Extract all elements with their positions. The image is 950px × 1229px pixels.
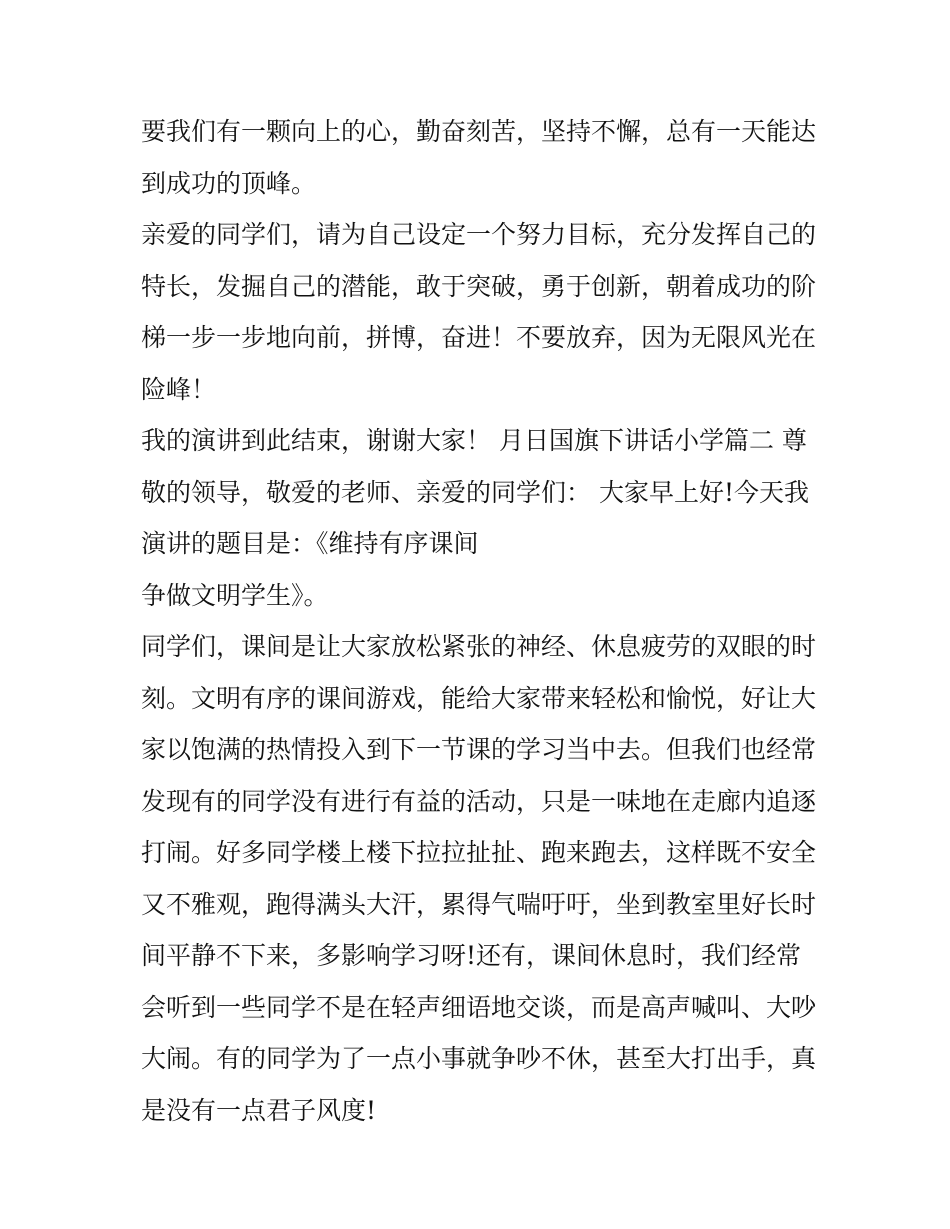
text-line: 刻。文明有序的课间游戏，能给大家带来轻松和愉悦，好让大 (141, 683, 817, 713)
text-line: 家以饱满的热情投入到下一节课的学习当中去。但我们也经常 (141, 735, 817, 764)
text-line: 大闹。有的同学为了一点小事就争吵不休，甚至大打出手，真 (141, 1044, 817, 1073)
text-line: 特长，发掘自己的潜能，敢于突破，勇于创新，朝着成功的阶 (141, 271, 817, 301)
body-text (141, 106, 821, 1136)
text-line: 演讲的题目是：《维持有序课间 (141, 529, 479, 558)
text-line: 打闹。好多同学楼上楼下拉拉扯扯、跑来跑去，这样既不安全 (141, 838, 817, 867)
text-line: 同学们，课间是让大家放松紧张的神经、休息疲劳的双眼的时 (141, 632, 817, 661)
text-line: 梯一步一步地向前，拼博，奋进！不要放弃，因为无限风光在 (141, 323, 817, 352)
text-line: 争做文明学生》。 (141, 580, 329, 610)
text-line: 险峰！ (141, 374, 217, 404)
text-line: 间平静不下来，多影响学习呀!还有，课间休息时，我们经常 (141, 941, 802, 970)
text-line: 发现有的同学没有进行有益的活动，只是一味地在走廊内追逐 (141, 786, 817, 816)
text-line: 敬的领导，敬爱的老师、亲爱的同学们： 大家早上好!今天我 (141, 477, 809, 507)
text-line: 要我们有一颗向上的心，勤奋刻苦，坚持不懈，总有一天能达 (141, 117, 817, 146)
text-line: 是没有一点君子风度! (141, 1095, 377, 1125)
text-line: 会听到一些同学不是在轻声细语地交谈，而是高声喊叫、大吵 (141, 992, 817, 1022)
text-line: 到成功的顶峰。 (141, 168, 317, 198)
text-line: 我的演讲到此结束，谢谢大家！ 月日国旗下讲话小学篇二 尊 (141, 426, 807, 455)
text-line: 又不雅观，跑得满头大汗，累得气喘吁吁，坐到教室里好长时 (141, 889, 817, 919)
text-line: 亲爱的同学们，请为自己设定一个努力目标，充分发挥自己的 (141, 220, 817, 249)
